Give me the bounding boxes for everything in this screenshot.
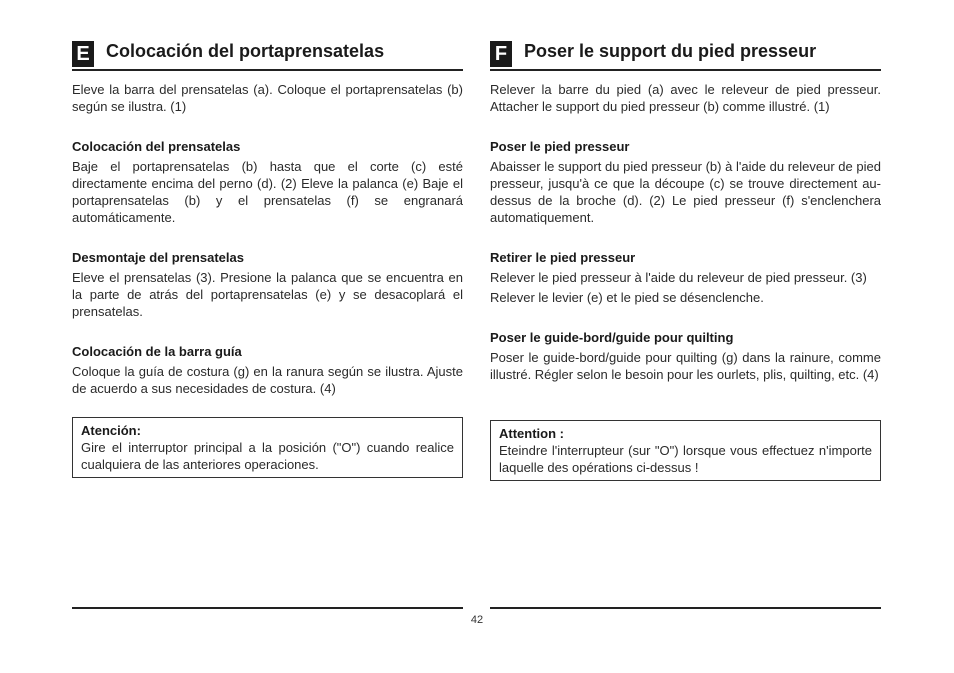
- language-badge-e: E: [72, 41, 94, 67]
- spanish-header: [72, 40, 463, 71]
- french-text-retirer-pied: Relever le pied presseur à l'aide du releveur de pied presseur. (3): [490, 270, 867, 285]
- french-notice-text: Eteindre l'interrupteur (sur "O") lorsque vous effectuez n'importe laquelle des opérations ci-dessus !: [499, 443, 872, 475]
- spanish-heading-desmontaje: Desmontaje del prensatelas: [72, 250, 244, 265]
- french-text-poser-pied: Abaisser le support du pied presseur (b) à l'aide du releveur de pied presseur, jusqu'à ce que la découpe (c) se trouve directement au-dessus de la broche (d). (2) Le pied presseur (f) s'enclenchera automatiquement.: [490, 159, 881, 225]
- footer-rule-left: [72, 607, 463, 609]
- french-heading-poser-pied: Poser le pied presseur: [490, 139, 630, 154]
- french-heading-retirer-pied: Retirer le pied presseur: [490, 250, 636, 265]
- spanish-title: Colocación del portaprensatelas: [106, 40, 385, 61]
- spanish-text-barra-guia: Coloque la guía de costura (g) en la ranura según se ilustra. Ajuste de acuerdo a sus necesidades de costura. (4): [72, 364, 463, 396]
- french-notice-box: [490, 420, 881, 481]
- page-number: 42: [470, 614, 484, 626]
- language-badge-f: F: [490, 41, 512, 67]
- spanish-notice-box: [72, 417, 463, 478]
- footer-rule-right: [490, 607, 881, 609]
- french-text-retirer-pied-2: Relever le levier (e) et le pied se désenclenche.: [490, 290, 764, 305]
- french-heading-guide-bord: Poser le guide-bord/guide pour quilting: [490, 330, 734, 345]
- spanish-notice-text: Gire el interruptor principal a la posición ("O") cuando realice cualquiera de las anteriores operaciones.: [81, 440, 454, 472]
- spanish-notice-title: Atención:: [81, 423, 141, 438]
- spanish-heading-colocacion-prensatelas: Colocación del prensatelas: [72, 139, 241, 154]
- french-intro: Relever la barre du pied (a) avec le releveur de pied presseur. Attacher le support du pied presseur (b) comme illustré. (1): [490, 82, 881, 114]
- french-column: [490, 40, 881, 481]
- french-header: [490, 40, 881, 71]
- french-notice-title: Attention :: [499, 426, 564, 441]
- spanish-intro: Eleve la barra del prensatelas (a). Coloque el portaprensatelas (b) según se ilustra. (1): [72, 82, 463, 114]
- french-title: Poser le support du pied presseur: [524, 40, 817, 61]
- spanish-heading-barra-guia: Colocación de la barra guía: [72, 344, 242, 359]
- french-text-guide-bord: Poser le guide-bord/guide pour quilting (g) dans la rainure, comme illustré. Régler selon le besoin pour les ourlets, plis, quilting, etc. (4): [490, 350, 881, 382]
- spanish-text-desmontaje: Eleve el prensatelas (3). Presione la palanca que se encuentra en la parte de atrás del portaprensatelas (e) y se desacoplará el prensatelas.: [72, 270, 463, 319]
- spanish-text-colocacion-prensatelas: Baje el portaprensatelas (b) hasta que el corte (c) esté directamente encima del perno (d). (2) Eleve la palanca (e) Baje el portaprensatelas (b) y el prensatelas (f) se engranará automáticamente.: [72, 159, 463, 225]
- spanish-column: [72, 40, 463, 478]
